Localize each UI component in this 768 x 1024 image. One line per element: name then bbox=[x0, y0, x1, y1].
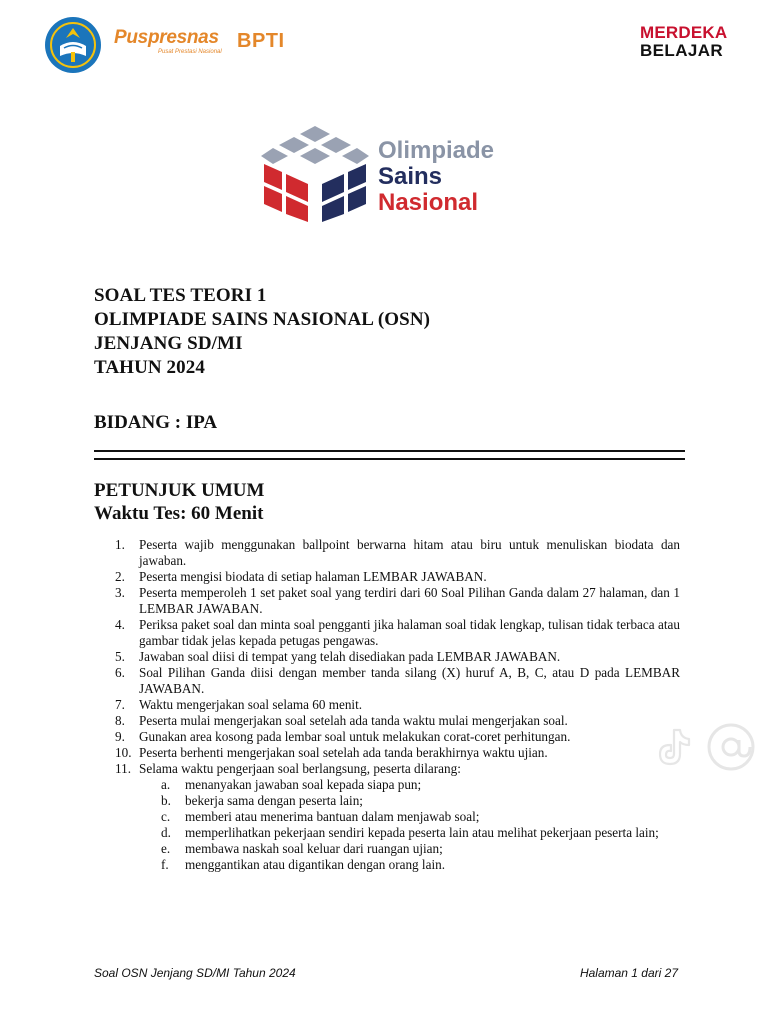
instruction-item bbox=[115, 585, 680, 617]
osn-logo-line2: Sains bbox=[378, 163, 443, 190]
instruction-text: Peserta memperoleh 1 set paket soal yang terdiri dari 60 Soal Pilihan Ganda dalam 27 halaman, dan 1 LEMBAR JAWABAN. bbox=[139, 585, 680, 616]
prohibited-action-item bbox=[161, 825, 680, 841]
instruction-number: 10. bbox=[115, 745, 132, 760]
instruction-item bbox=[115, 569, 680, 585]
instruction-number: 9. bbox=[115, 729, 125, 744]
puspresnas-name: Puspresnas bbox=[114, 27, 219, 48]
prohibited-action-item bbox=[161, 777, 680, 793]
merdeka-line2: BELAJAR bbox=[640, 41, 724, 60]
bpti-name: BPTI bbox=[237, 30, 285, 52]
instruction-text: Peserta mulai mengerjakan soal setelah ada tanda waktu mulai mengerjakan soal. bbox=[139, 713, 568, 728]
prohibited-action-letter: e. bbox=[161, 841, 171, 856]
prohibited-action-letter: c. bbox=[161, 809, 171, 824]
merdeka-line1: MERDEKA bbox=[640, 23, 728, 42]
instruction-number: 3. bbox=[115, 585, 125, 600]
osn-logo-text bbox=[378, 138, 494, 216]
prohibited-action-text: memberi atau menerima bantuan dalam menjawab soal; bbox=[185, 809, 480, 824]
osn-logo-line3: Nasional bbox=[378, 189, 479, 216]
puspresnas-subtitle: Pusat Prestasi Nasional bbox=[158, 49, 222, 55]
instruction-item bbox=[115, 617, 680, 649]
instruction-text: Peserta wajib menggunakan ballpoint berwarna hitam atau biru untuk menuliskan biodata dan jawaban. bbox=[139, 537, 680, 568]
prohibited-action-letter: f. bbox=[161, 857, 169, 872]
instruction-item bbox=[115, 761, 680, 873]
instructions-list bbox=[115, 537, 680, 873]
title-line4: TAHUN 2024 bbox=[94, 357, 205, 378]
prohibited-action-letter: b. bbox=[161, 793, 171, 808]
instruction-text: Gunakan area kosong pada lembar soal untuk melakukan corat-coret perhitungan. bbox=[139, 729, 571, 744]
instruction-item bbox=[115, 665, 680, 697]
title-line2: OLIMPIADE SAINS NASIONAL (OSN) bbox=[94, 309, 431, 330]
osn-cube-logo-icon bbox=[258, 124, 372, 226]
instruction-number: 1. bbox=[115, 537, 125, 552]
instruction-number: 4. bbox=[115, 617, 125, 632]
prohibited-action-letter: a. bbox=[161, 777, 171, 792]
divider-line bbox=[94, 450, 685, 452]
instruction-item bbox=[115, 537, 680, 569]
instruction-number: 2. bbox=[115, 569, 125, 584]
prohibited-action-item bbox=[161, 793, 680, 809]
at-sign-icon bbox=[706, 722, 756, 772]
instruction-item bbox=[115, 649, 680, 665]
prohibited-action-text: menanyakan jawaban soal kepada siapa pun; bbox=[185, 777, 422, 792]
bpti-logo bbox=[237, 30, 285, 52]
instruction-item bbox=[115, 697, 680, 713]
instruction-text: Soal Pilihan Ganda diisi dengan member tanda silang (X) huruf A, B, C, atau D pada LEMBAR JAWABAN. bbox=[139, 665, 680, 696]
prohibited-action-item bbox=[161, 857, 680, 873]
tut-wuri-handayani-logo-icon bbox=[44, 16, 102, 74]
prohibited-action-text: menggantikan atau digantikan dengan orang lain. bbox=[185, 857, 446, 872]
merdeka-belajar-logo bbox=[640, 23, 728, 60]
divider-line bbox=[94, 458, 685, 460]
instruction-text: Waktu mengerjakan soal selama 60 menit. bbox=[139, 697, 363, 712]
instruction-text: Jawaban soal diisi di tempat yang telah disediakan pada LEMBAR JAWABAN. bbox=[139, 649, 561, 664]
instruction-text: Peserta berhenti mengerjakan soal setelah ada tanda berakhirnya waktu ujian. bbox=[139, 745, 548, 760]
osn-logo-line1: Olimpiade bbox=[378, 137, 495, 164]
prohibited-action-text: membawa naskah soal keluar dari ruangan ujian; bbox=[185, 841, 443, 856]
instruction-number: 7. bbox=[115, 697, 125, 712]
title-line3: JENJANG SD/MI bbox=[94, 333, 243, 354]
petunjuk-heading: PETUNJUK UMUM bbox=[94, 480, 265, 501]
prohibited-action-item bbox=[161, 809, 680, 825]
document-title bbox=[94, 284, 430, 380]
test-duration: Waktu Tes: 60 Menit bbox=[94, 503, 264, 524]
instruction-number: 5. bbox=[115, 649, 125, 664]
instruction-item bbox=[115, 713, 680, 729]
prohibited-action-letter: d. bbox=[161, 825, 171, 840]
footer-page-number: Halaman 1 dari 27 bbox=[579, 966, 678, 980]
prohibited-action-text: memperlihatkan pekerjaan sendiri kepada peserta lain atau melihat pekerjaan peserta lain; bbox=[185, 825, 659, 840]
instruction-text: Periksa paket soal dan minta soal pengganti jika halaman soal tidak lengkap, tulisan tidak terbaca atau gambar tidak jelas kepada petugas pengawas. bbox=[139, 617, 680, 648]
prohibited-actions-list bbox=[139, 777, 680, 873]
title-line1: SOAL TES TEORI 1 bbox=[94, 285, 267, 306]
prohibited-action-item bbox=[161, 841, 680, 857]
prohibited-action-text: bekerja sama dengan peserta lain; bbox=[185, 793, 363, 808]
instruction-text: Peserta mengisi biodata di setiap halaman LEMBAR JAWABAN. bbox=[139, 569, 487, 584]
instruction-number: 11. bbox=[115, 761, 131, 776]
instruction-item bbox=[115, 745, 680, 761]
footer-document-name: Soal OSN Jenjang SD/MI Tahun 2024 bbox=[94, 966, 296, 980]
instruction-text: Selama waktu pengerjaan soal berlangsung, peserta dilarang: bbox=[139, 761, 461, 776]
bidang-label: BIDANG : IPA bbox=[94, 412, 218, 433]
instruction-number: 6. bbox=[115, 665, 125, 680]
instruction-item bbox=[115, 729, 680, 745]
instruction-number: 8. bbox=[115, 713, 125, 728]
puspresnas-logo bbox=[114, 28, 222, 56]
tiktok-icon bbox=[654, 727, 692, 767]
